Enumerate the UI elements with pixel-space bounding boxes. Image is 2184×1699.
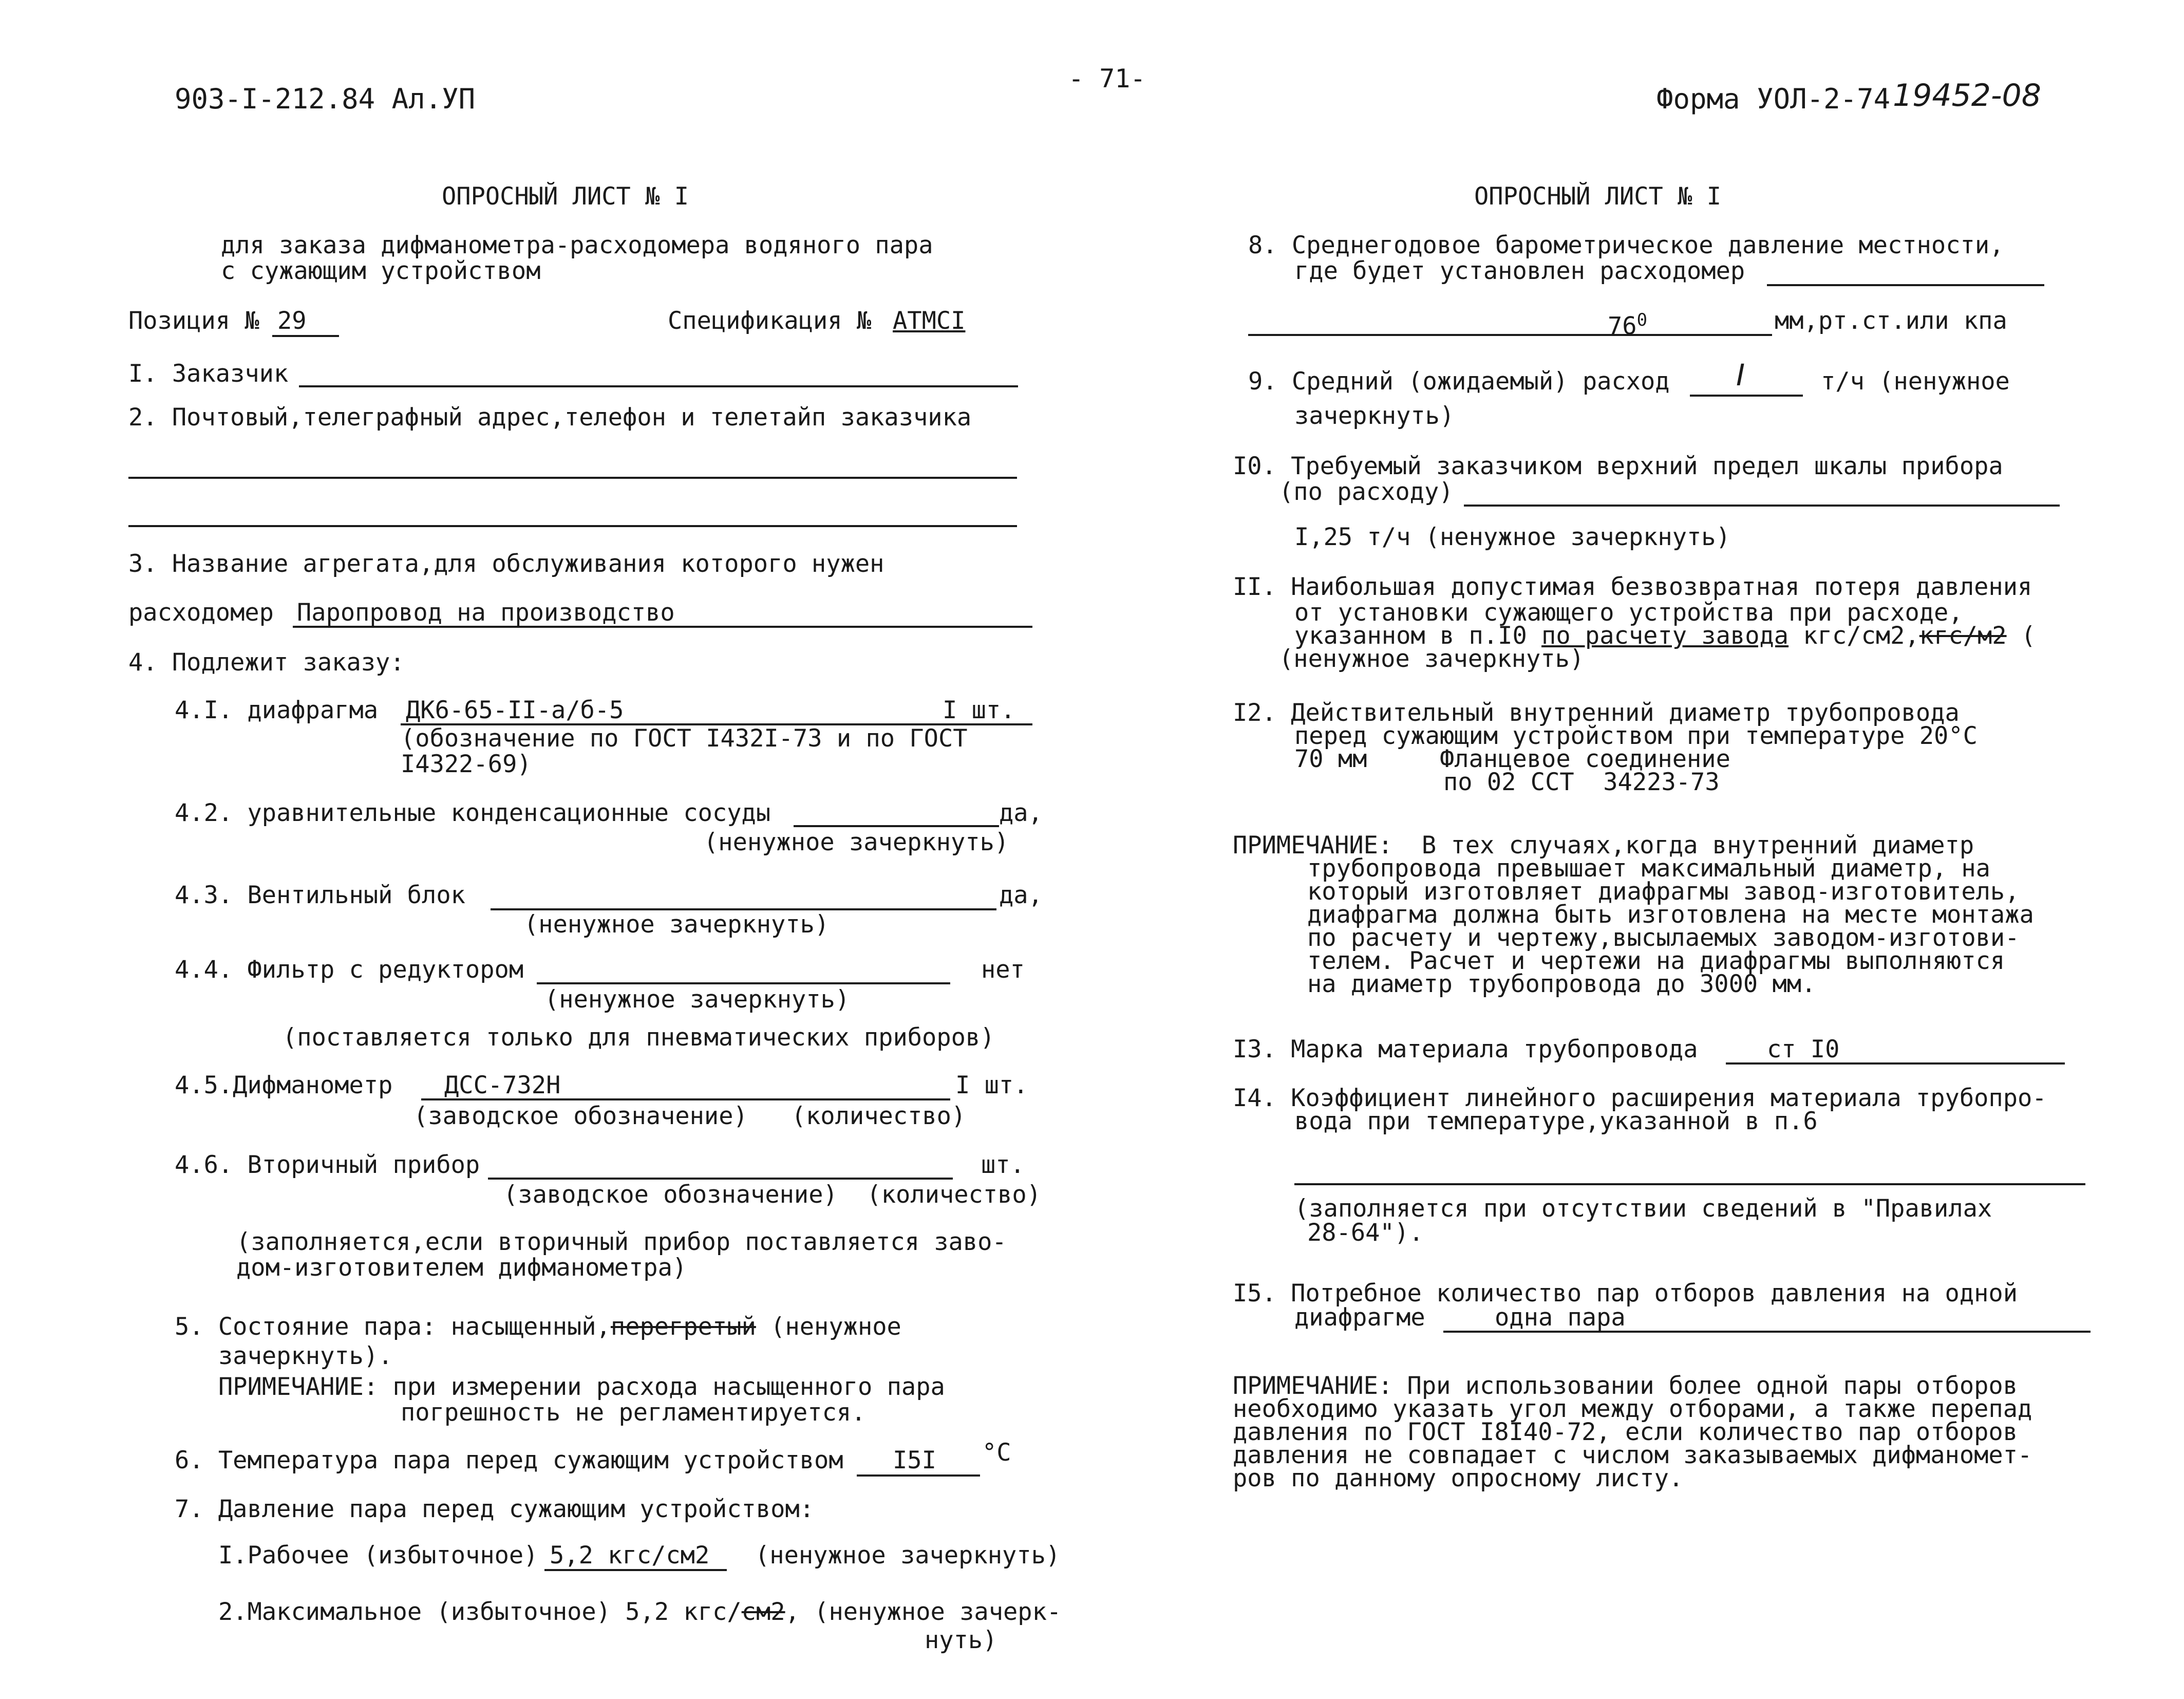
item-7-pressure: 7. Давление пара перед сужающим устройством: xyxy=(175,1495,815,1523)
item-15-underline xyxy=(1443,1331,2091,1333)
note-2-line-2: необходимо указать угол между отборами, а также перепад xyxy=(1233,1395,2032,1423)
item-11-line-3: указанном в п.I0 по расчету завода кгс/см2,кгс/м2 ( xyxy=(1294,622,2036,650)
header-designation: 903-I-212.84 Ал.УП xyxy=(175,83,476,115)
item-8-line-1: 8. Среднегодовое барометрическое давление местности, xyxy=(1248,231,2004,259)
item-11-line-4: (ненужное зачеркнуть) xyxy=(1279,645,1585,673)
item-3-underline xyxy=(293,626,1032,628)
right-title: ОПРОСНЫЙ ЛИСТ № I xyxy=(1474,182,1722,211)
item-4-1-value: ДК6-65-II-а/б-5 xyxy=(406,696,624,724)
item-4-2-value: да, xyxy=(999,799,1043,827)
item-7-2-line: 2.Максимальное (избыточное) 5,2 кгс/см2, (ненужное зачерк- xyxy=(218,1598,1062,1626)
item-4-4-label: 4.4. Фильтр с редуктором xyxy=(175,956,524,984)
spec-value: АТМСI xyxy=(893,307,966,335)
item-4-5-note: (заводское обозначение) (количество) xyxy=(413,1102,966,1130)
position-value: 29 xyxy=(277,307,307,335)
item-4-order: 4. Подлежит заказу: xyxy=(128,648,405,677)
item-6-label: 6. Температура пара перед сужающим устройством xyxy=(175,1446,843,1474)
item-4-1-label: 4.I. диафрагма xyxy=(175,696,379,724)
item-8-underline-2 xyxy=(1248,334,1772,336)
item-8-underline-1 xyxy=(1767,284,2044,286)
item-15-line-1: I5. Потребное количество пар отборов давления на одной xyxy=(1233,1279,2018,1308)
item-4-6-qty: шт. xyxy=(981,1151,1025,1179)
item-9-label: 9. Средний (ожидаемый) расход xyxy=(1248,367,1670,396)
left-subtitle-1: для заказа дифманометра-расходомера водяного пара xyxy=(221,231,933,259)
form-code: Форма УОЛ-2-74 xyxy=(1656,83,1891,115)
item-4-2-underline xyxy=(794,825,999,827)
item-14-line-1: I4. Коэффициент линейного расширения материала трубопро- xyxy=(1233,1084,2047,1112)
customer-line xyxy=(299,385,1018,387)
item-4-5-label: 4.5.Дифманометр xyxy=(175,1071,393,1099)
page-number: - 71- xyxy=(1068,64,1146,94)
left-subtitle-2: с сужающим устройством xyxy=(221,257,541,285)
item-14-note-2: 28-64"). xyxy=(1307,1219,1424,1247)
item-3-meter-value: Паропровод на производство xyxy=(297,599,675,627)
note-1-line-3: который изготовляет диафрагмы завод-изготовитель, xyxy=(1307,877,2020,906)
item-12-line-4: по 02 ССТ 34223-73 xyxy=(1443,768,1720,796)
item-4-4-note-1: (ненужное зачеркнуть) xyxy=(544,985,850,1014)
note-1-line-7: на диаметр трубопровода до 3000 мм. xyxy=(1307,970,1816,998)
item-4-4-note-2: (поставляется только для пневматических приборов) xyxy=(283,1023,995,1052)
item-10-line-1: I0. Требуемый заказчиком верхний предел шкалы прибора xyxy=(1233,452,2003,480)
item-5-note-1: ПРИМЕЧАНИЕ: при измерении расхода насыщенного пара xyxy=(218,1373,945,1401)
left-title: ОПРОСНЫЙ ЛИСТ № I xyxy=(442,182,689,211)
item-9-cross-out: зачеркнуть) xyxy=(1294,402,1455,430)
item-8-superscript: 0 xyxy=(1636,310,1648,330)
item-3-meter-label: расходомер xyxy=(128,599,274,627)
item-4-6-underline xyxy=(488,1178,953,1180)
note-2-line-4: давления не совпадает с числом заказываемых дифманомет- xyxy=(1233,1441,2032,1469)
item-2-address: 2. Почтовый,телеграфный адрес,телефон и телетайп заказчика xyxy=(128,403,972,432)
item-4-4-underline xyxy=(537,982,950,984)
spec-label: Спецификация № xyxy=(668,307,872,335)
item-1-customer: I. Заказчик xyxy=(128,360,289,388)
item-13-value: ст I0 xyxy=(1767,1035,1840,1063)
item-4-5-value: ДСС-732Н xyxy=(444,1071,561,1099)
item-4-6-note: (заводское обозначение) (количество) xyxy=(503,1181,1041,1209)
address-line-1 xyxy=(128,477,1017,479)
item-11-line-2: от установки сужающего устройства при расходе, xyxy=(1294,599,1963,627)
item-10-line-2: (по расходу) xyxy=(1279,478,1454,506)
position-label: Позиция № xyxy=(128,307,259,335)
form-number-handwritten: 19452-08 xyxy=(1893,78,2041,114)
item-9-unit-note: т/ч (ненужное xyxy=(1821,367,2010,396)
item-8-unit: мм,рт.ст.или кпа xyxy=(1775,307,2007,335)
note-1-line-2: трубопровода превышает максимальный диаметр, на xyxy=(1307,854,1990,883)
item-10-underline xyxy=(1464,505,2060,507)
item-4-6-fill-2: дом-изготовителем дифманометра) xyxy=(236,1254,687,1282)
item-4-1-note-1: (обозначение по ГОСТ I432I-73 и по ГОСТ xyxy=(401,724,968,753)
item-6-unit: °С xyxy=(982,1439,1011,1467)
item-3-unit: 3. Название агрегата,для обслуживания которого нужен xyxy=(128,550,884,578)
item-4-5-underline xyxy=(421,1098,950,1100)
item-7-2-cont: нуть) xyxy=(925,1626,997,1654)
item-7-1-underline xyxy=(544,1569,727,1571)
item-9-value: I xyxy=(1736,358,1745,393)
item-4-3-note: (ненужное зачеркнуть) xyxy=(524,910,830,939)
item-8-line-2: где будет установлен расходомер xyxy=(1294,257,1745,285)
note-1-line-5: по расчету и чертежу,высылаемых заводом-изготови- xyxy=(1307,924,2020,952)
item-12-line-1: I2. Действительный внутренний диаметр трубопровода xyxy=(1233,699,1960,727)
item-13-label: I3. Марка материала трубопровода xyxy=(1233,1035,1698,1063)
item-14-line-2: вода при температуре,указанной в п.6 xyxy=(1294,1107,1818,1135)
item-4-3-value: да, xyxy=(999,881,1043,909)
item-8-value: $76^0$ xyxy=(1608,310,1648,341)
item-4-2-label: 4.2. уравнительные конденсационные сосуды xyxy=(175,799,771,827)
item-5-cross-out: зачеркнуть). xyxy=(218,1342,393,1370)
item-15-value: одна пара xyxy=(1495,1303,1626,1332)
item-9-underline xyxy=(1690,395,1803,397)
item-15-label: диафрагме xyxy=(1294,1303,1425,1332)
item-4-2-note: (ненужное зачеркнуть) xyxy=(704,828,1009,856)
position-underline xyxy=(272,335,339,337)
item-13-underline xyxy=(1726,1062,2065,1065)
item-5-state: 5. Состояние пара: насыщенный,перегретый (ненужное xyxy=(175,1313,901,1341)
item-6-value: I5I xyxy=(893,1446,936,1474)
note-2-line-5: ров по данному опросному листу. xyxy=(1233,1464,1684,1492)
item-14-note-1: (заполняется при отсутствии сведений в "Правилах xyxy=(1294,1194,1992,1223)
item-11-line-1: II. Наибольшая допустимая безвозвратная потеря давления xyxy=(1233,573,2032,601)
item-6-underline xyxy=(857,1474,980,1477)
item-4-1-note-2: I4322-69) xyxy=(401,750,532,778)
item-4-5-qty: I шт. xyxy=(955,1071,1028,1099)
note-2-line-3: давления по ГОСТ I8I40-72, если количество пар отборов xyxy=(1233,1418,2018,1446)
address-line-2 xyxy=(128,525,1017,527)
note-1-line-1: ПРИМЕЧАНИЕ: В тех случаях,когда внутренний диаметр xyxy=(1233,831,1974,860)
item-4-3-label: 4.3. Вентильный блок xyxy=(175,881,465,909)
item-14-underline xyxy=(1294,1183,2085,1185)
note-1-line-6: телем. Расчет и чертежи на диафрагмы выполняются xyxy=(1307,947,2005,975)
item-4-4-value: нет xyxy=(981,956,1025,984)
note-2-line-1: ПРИМЕЧАНИЕ: При использовании более одной пары отборов xyxy=(1233,1372,2018,1400)
item-4-6-label: 4.6. Вторичный прибор xyxy=(175,1151,480,1179)
item-7-1-note: (ненужное зачеркнуть) xyxy=(755,1541,1061,1570)
item-7-1-value: 5,2 кгс/см2 xyxy=(550,1541,710,1570)
item-12-line-2: перед сужающим устройством при температуре 20°С xyxy=(1294,722,1978,750)
item-4-6-fill-1: (заполняется,если вторичный прибор поставляется заво- xyxy=(236,1228,1007,1256)
item-4-1-qty: I шт. xyxy=(943,696,1015,724)
item-10-value: I,25 т/ч (ненужное зачеркнуть) xyxy=(1294,523,1730,551)
note-1-line-4: диафрагма должна быть изготовлена на месте монтажа xyxy=(1307,901,2034,929)
item-7-1-label: I.Рабочее (избыточное) xyxy=(218,1541,538,1570)
item-12-line-3: 70 мм Фланцевое соединение xyxy=(1294,745,1730,773)
item-5-note-2: погрешность не регламентируется. xyxy=(401,1398,866,1427)
